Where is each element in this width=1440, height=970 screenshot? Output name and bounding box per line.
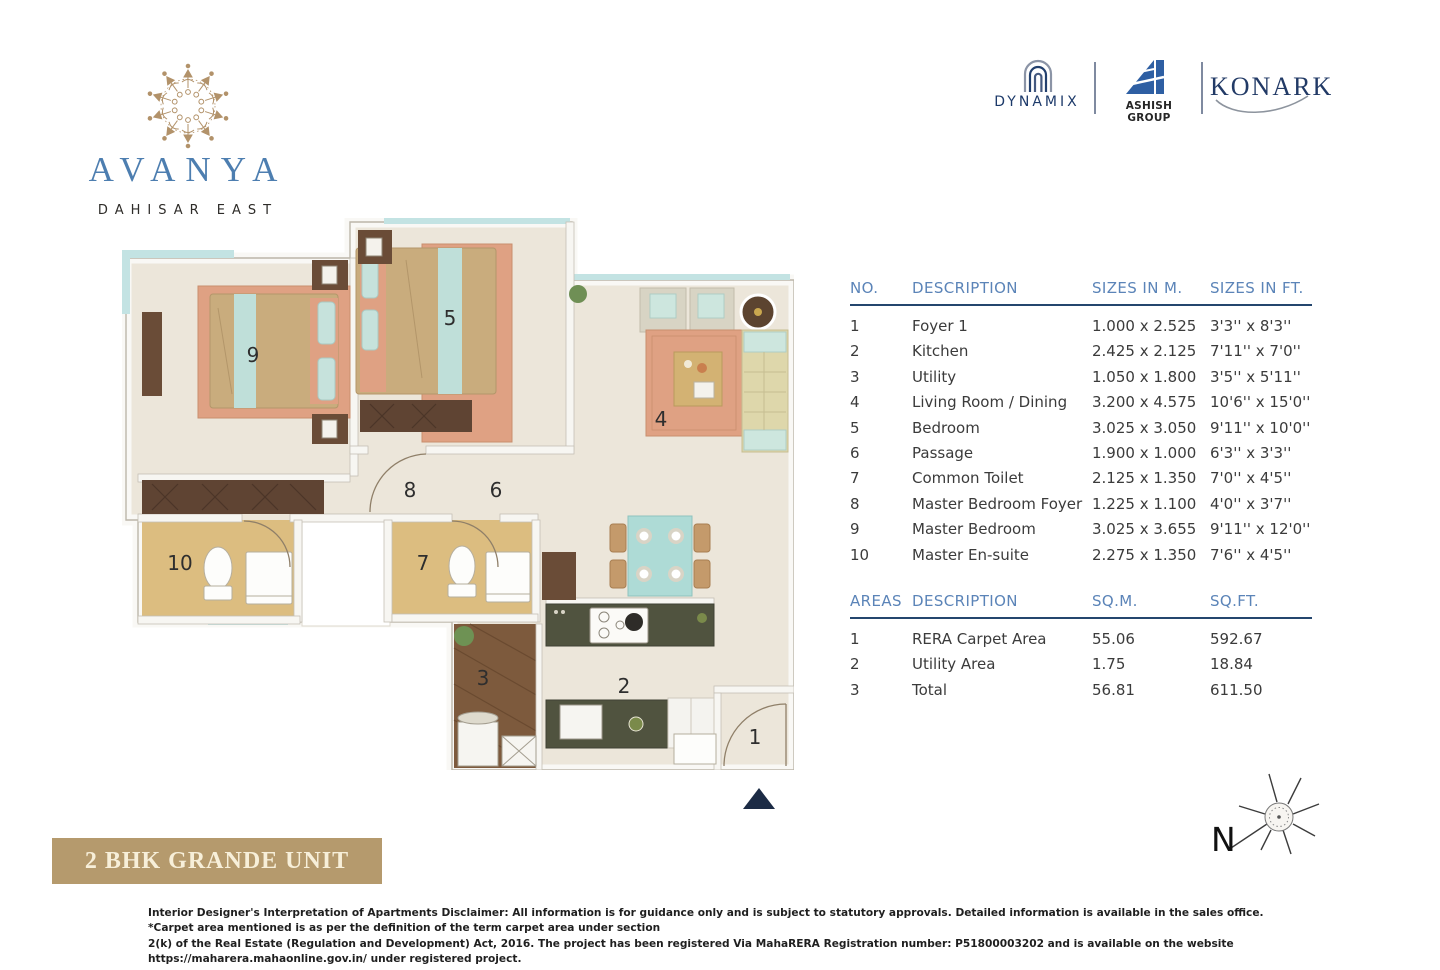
cell-no: 8 bbox=[850, 494, 860, 513]
cell-no: 1 bbox=[850, 317, 860, 335]
dynamix-arch-icon bbox=[1019, 58, 1057, 94]
cell-sizes-ft: 6'3'' x 3'3'' bbox=[1210, 444, 1292, 463]
col-header-sqft: SQ.FT. bbox=[1210, 592, 1260, 611]
cell-sqft: 592.67 bbox=[1210, 630, 1263, 649]
table-row bbox=[850, 627, 1312, 652]
cell-sizes-m: 1.900 x 1.000 bbox=[1092, 444, 1197, 463]
cell-sizes-ft: 3'3'' x 8'3'' bbox=[1210, 317, 1292, 335]
table-row bbox=[850, 543, 1312, 568]
cell-description: Master En-suite bbox=[912, 545, 1029, 564]
cell-sizes-ft: 10'6'' x 15'0'' bbox=[1210, 393, 1311, 412]
cell-sqm: 56.81 bbox=[1092, 680, 1135, 699]
cell-no: 1 bbox=[850, 630, 860, 649]
cell-sqft: 611.50 bbox=[1210, 680, 1263, 699]
cell-no: 7 bbox=[850, 469, 860, 488]
cell-sizes-m: 3.200 x 4.575 bbox=[1092, 393, 1197, 412]
table-row bbox=[850, 466, 1312, 491]
table-row bbox=[850, 441, 1312, 466]
cell-sqm: 1.75 bbox=[1092, 655, 1126, 674]
cell-description: Living Room / Dining bbox=[912, 393, 1068, 412]
cell-sizes-m: 3.025 x 3.655 bbox=[1092, 520, 1197, 539]
cell-description: Common Toilet bbox=[912, 469, 1024, 488]
cell-sizes-m: 2.125 x 1.350 bbox=[1092, 469, 1197, 488]
cell-sizes-m: 1.225 x 1.100 bbox=[1092, 494, 1197, 513]
table-row bbox=[850, 492, 1312, 517]
ashish-mark-icon bbox=[1124, 58, 1172, 96]
cell-sizes-m: 2.275 x 1.350 bbox=[1092, 545, 1197, 564]
cell-sqft: 18.84 bbox=[1210, 655, 1253, 674]
col-header-areas: AREAS bbox=[850, 592, 902, 611]
cell-sizes-m: 2.425 x 2.125 bbox=[1092, 342, 1197, 361]
col-header-sqm: SQ.M. bbox=[1092, 592, 1138, 611]
room-label-5: 5 bbox=[443, 306, 457, 330]
logo-divider bbox=[1094, 62, 1096, 114]
table-row bbox=[850, 390, 1312, 415]
cell-no: 5 bbox=[850, 418, 860, 437]
cell-description: Master Bedroom bbox=[912, 520, 1036, 539]
logo-divider bbox=[1201, 62, 1203, 114]
cell-no: 10 bbox=[850, 545, 870, 564]
cell-sizes-ft: 7'6'' x 4'5'' bbox=[1210, 545, 1292, 564]
cell-sqm: 55.06 bbox=[1092, 630, 1135, 649]
cell-no: 3 bbox=[850, 367, 860, 386]
room-label-10: 10 bbox=[167, 551, 193, 575]
cell-description: RERA Carpet Area bbox=[912, 630, 1047, 649]
cell-description: Kitchen bbox=[912, 342, 969, 361]
rooms-table bbox=[850, 279, 1312, 568]
areas-table bbox=[850, 592, 1312, 703]
cell-sizes-ft: 9'11'' x 10'0'' bbox=[1210, 418, 1311, 437]
room-label-6: 6 bbox=[489, 478, 503, 502]
room-label-9: 9 bbox=[246, 343, 260, 367]
master-ensuite-fixtures bbox=[204, 547, 292, 604]
disclaimer-text bbox=[148, 906, 1280, 968]
konark-swoosh-icon bbox=[1212, 94, 1312, 122]
cell-description: Utility Area bbox=[912, 655, 996, 674]
cell-no: 6 bbox=[850, 444, 860, 463]
room-label-3: 3 bbox=[476, 666, 490, 690]
entrance-marker-icon bbox=[743, 788, 775, 809]
col-header-no: NO. bbox=[850, 279, 879, 297]
disclaimer-line1: All information is for guidance only and is subject to statutory approvals. Detailed information is available in the sales office. *Carpet area mentioned is as per the definition of the term carpet area under section bbox=[148, 906, 1264, 935]
north-label: N bbox=[1211, 820, 1236, 859]
foyer-cabinet bbox=[674, 734, 716, 764]
cell-no: 3 bbox=[850, 680, 860, 699]
floor-plan bbox=[122, 218, 794, 770]
disclaimer-line2: 2(k) of the Real Estate (Regulation and Development) Act, 2016. The project has been registered Via MahaRERA Registration number: P51800003202 and is available on the website https://maharera.mahaonline.gov.in/ under registered project. bbox=[148, 937, 1234, 966]
partner-konark-label: KONARK bbox=[1210, 72, 1334, 101]
cell-sizes-ft: 4'0'' x 3'7'' bbox=[1210, 494, 1292, 513]
cell-sizes-m: 1.050 x 1.800 bbox=[1092, 367, 1197, 386]
cell-sizes-ft: 9'11'' x 12'0'' bbox=[1210, 520, 1311, 539]
room-label-7: 7 bbox=[416, 551, 430, 575]
cell-description: Master Bedroom Foyer bbox=[912, 494, 1083, 513]
table-row bbox=[850, 365, 1312, 390]
cell-description: Bedroom bbox=[912, 418, 980, 437]
partner-dynamix-label: DYNAMIX bbox=[994, 94, 1080, 110]
room-label-4: 4 bbox=[654, 407, 668, 431]
cell-description: Foyer 1 bbox=[912, 317, 968, 335]
common-toilet-fixtures bbox=[448, 546, 530, 602]
cell-description: Passage bbox=[912, 444, 974, 463]
cell-sizes-m: 3.025 x 3.050 bbox=[1092, 418, 1197, 437]
col-header-sizes-m: SIZES IN M. bbox=[1092, 279, 1183, 297]
table-row bbox=[850, 517, 1312, 542]
floor-plan-drawing bbox=[122, 218, 794, 770]
col-header-description: DESCRIPTION bbox=[912, 592, 1018, 611]
table-row bbox=[850, 314, 1312, 339]
cell-description: Utility bbox=[912, 367, 957, 386]
partner-ashish-label: ASHISH GROUP bbox=[1125, 100, 1173, 124]
disclaimer-lead: Interior Designer's Interpretation of Apartments Disclaimer: bbox=[148, 906, 509, 919]
room-label-2: 2 bbox=[617, 674, 631, 698]
cell-no: 2 bbox=[850, 655, 860, 674]
col-header-sizes-ft: SIZES IN FT. bbox=[1210, 279, 1304, 297]
dimension-tables bbox=[850, 279, 1312, 703]
cell-sizes-m: 1.000 x 2.525 bbox=[1092, 317, 1197, 335]
table-row bbox=[850, 339, 1312, 364]
col-header-description: DESCRIPTION bbox=[912, 279, 1018, 297]
cell-no: 4 bbox=[850, 393, 860, 412]
cell-sizes-ft: 7'11'' x 7'0'' bbox=[1210, 342, 1301, 361]
table-row bbox=[850, 678, 1312, 703]
brand-mandala-icon bbox=[140, 58, 236, 154]
cell-sizes-ft: 7'0'' x 4'5'' bbox=[1210, 469, 1292, 488]
cell-no: 2 bbox=[850, 342, 860, 361]
brand-name: AVANYA bbox=[88, 150, 288, 189]
unit-title: 2 BHK GRANDE UNIT bbox=[84, 847, 350, 874]
room-label-1: 1 bbox=[748, 725, 762, 749]
cell-no: 9 bbox=[850, 520, 860, 539]
table-row bbox=[850, 416, 1312, 441]
cell-description: Total bbox=[912, 680, 948, 699]
cell-sizes-ft: 3'5'' x 5'11'' bbox=[1210, 367, 1301, 386]
table-row bbox=[850, 652, 1312, 677]
bedroom-furniture bbox=[356, 230, 512, 442]
brand-location: DAHISAR EAST bbox=[97, 203, 279, 218]
unit-banner bbox=[52, 838, 382, 884]
room-label-8: 8 bbox=[403, 478, 417, 502]
